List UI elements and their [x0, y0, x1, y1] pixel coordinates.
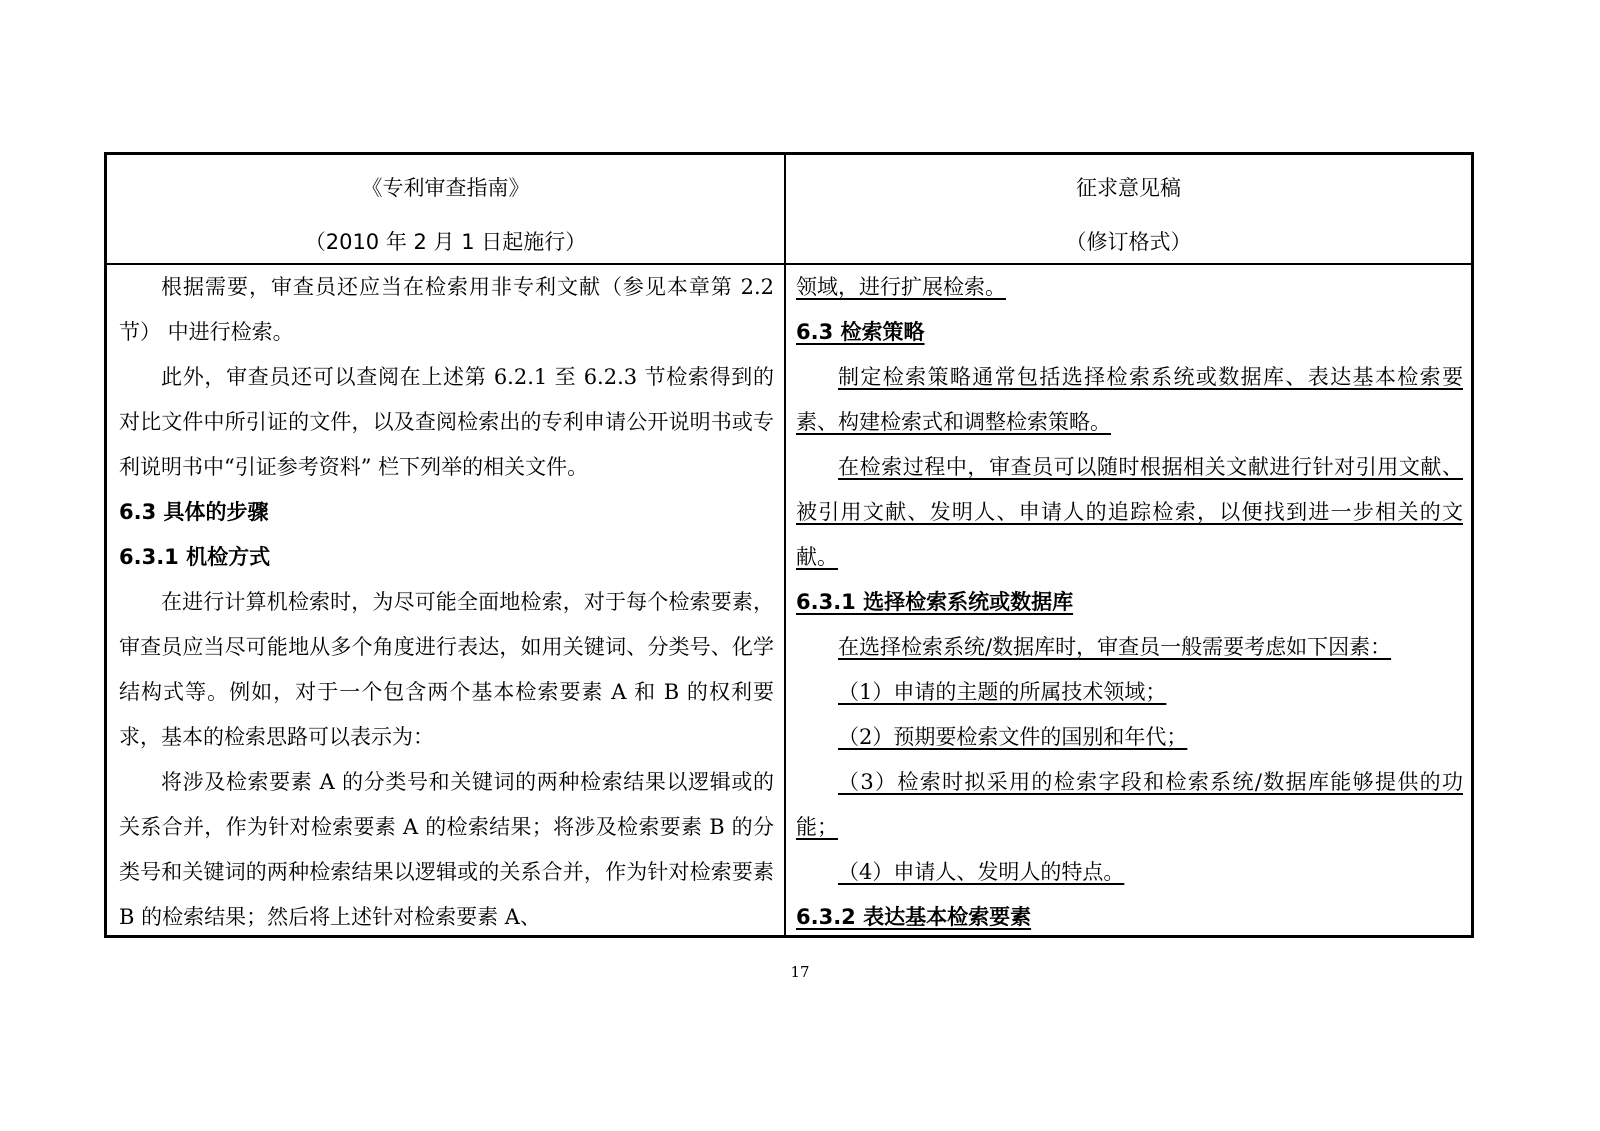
paragraph: 将涉及检索要素 A 的分类号和关键词的两种检索结果以逻辑或的关系合并，作为针对检索要素 A 的检索结果；将涉及检索要素 B 的分类号和关键词的两种检索结果以逻辑或的关系合并，作为针对检索要素 B 的检索结果；然后将上述针对检索要素 A、	[119, 770, 774, 929]
page-number: 17	[790, 963, 810, 981]
right-header-subtitle: （修订格式）	[1065, 230, 1192, 254]
paragraph: 在选择检索系统/数据库时，审查员一般需要考虑如下因素：	[838, 635, 1392, 659]
list-item: （2）预期要检索文件的国别和年代；	[838, 725, 1188, 749]
paragraph: 领域，进行扩展检索。	[796, 275, 1006, 299]
comparison-table	[104, 152, 1474, 938]
section-heading: 6.3 检索策略	[796, 320, 925, 344]
list-item: （1）申请的主题的所属技术领域；	[838, 680, 1167, 704]
paragraph: 根据需要，审查员还应当在检索用非专利文献（参见本章第 2.2 节） 中进行检索。	[119, 275, 774, 344]
subsection-heading: 6.3.1 选择检索系统或数据库	[796, 590, 1074, 614]
left-column-body	[107, 265, 784, 935]
subsection-heading: 6.3.2 表达基本检索要素	[796, 905, 1032, 929]
left-column-header	[107, 155, 784, 263]
left-header-title: 《专利审查指南》	[361, 176, 530, 200]
right-header-title: 征求意见稿	[1076, 176, 1181, 200]
paragraph: 此外，审查员还可以查阅在上述第 6.2.1 至 6.2.3 节检索得到的对比文件中所引证的文件，以及查阅检索出的专利申请公开说明书或专利说明书中“引证参考资料” 栏下列举的相关文件。	[119, 365, 774, 479]
section-heading: 6.3 具体的步骤	[119, 500, 269, 524]
left-header-subtitle: （2010 年 2 月 1 日起施行）	[304, 230, 587, 254]
right-column-header	[786, 155, 1471, 263]
right-column-body	[786, 265, 1471, 935]
paragraph: 在进行计算机检索时，为尽可能全面地检索，对于每个检索要素，审查员应当尽可能地从多个角度进行表达，如用关键词、分类号、化学结构式等。例如，对于一个包含两个基本检索要素 A 和 B 的权利要求，基本的检索思路可以表示为：	[119, 590, 774, 749]
list-item: （4）申请人、发明人的特点。	[838, 860, 1125, 884]
subsection-heading: 6.3.1 机检方式	[119, 545, 271, 569]
list-item: （3）检索时拟采用的检索字段和检索系统/数据库能够提供的功能；	[796, 770, 1463, 839]
paragraph: 在检索过程中，审查员可以随时根据相关文献进行针对引用文献、被引用文献、发明人、申请人的追踪检索，以便找到进一步相关的文献。	[796, 455, 1463, 569]
paragraph: 制定检索策略通常包括选择检索系统或数据库、表达基本检索要素、构建检索式和调整检索策略。	[796, 365, 1463, 434]
